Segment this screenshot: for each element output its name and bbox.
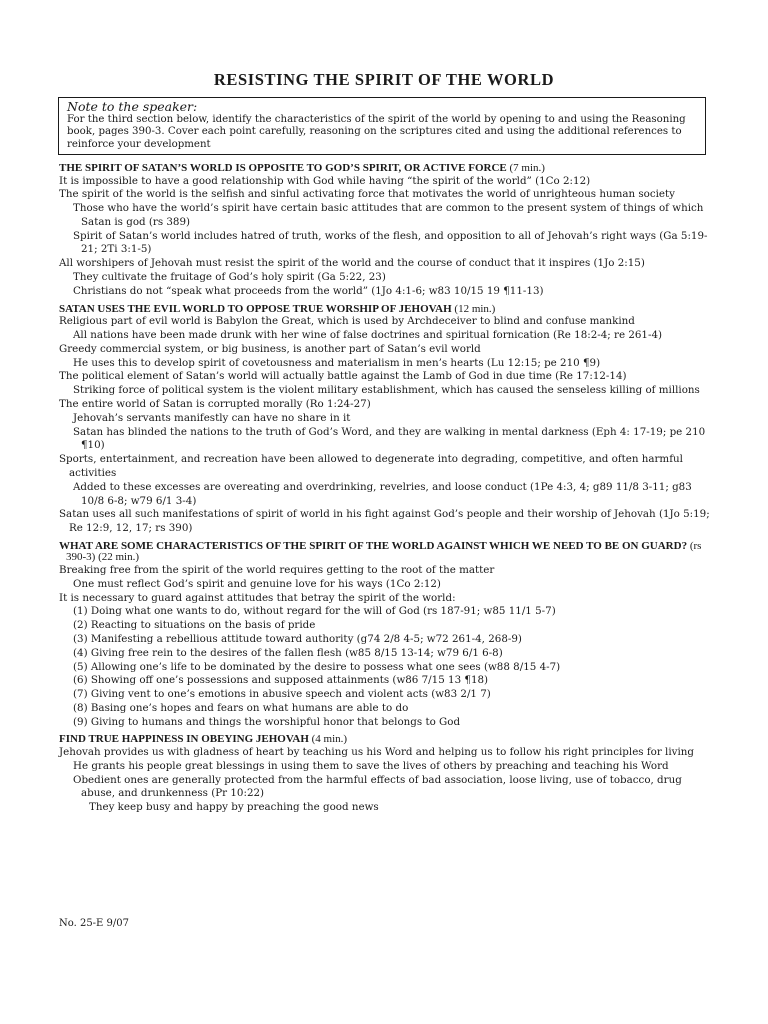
section-time: (7 min.)	[509, 162, 545, 174]
outline-content	[59, 163, 710, 815]
outline-point: Jehovah’s servants manifestly can have no share in it	[73, 411, 351, 424]
outline-point: One must reflect God’s spirit and genuine love for his ways (1Co 2:12)	[73, 577, 441, 590]
outline-point: Those who have the world’s spirit have certain basic attitudes that are common to the present system of things of which Satan is god (rs 389)	[73, 202, 704, 228]
outline-point: It is necessary to guard against attitudes that betray the spirit of the world:	[59, 591, 456, 604]
outline-point: Jehovah provides us with gladness of heart by teaching us his Word and helping us to follow his right principles for living	[59, 745, 694, 758]
section-heading	[59, 163, 710, 175]
numbered-point: (8) Basing one’s hopes and fears on what humans are able to do	[73, 701, 409, 714]
numbered-point: (3) Manifesting a rebellious attitude toward authority (g74 2/8 4-5; w72 261-4, 268-9)	[73, 632, 522, 645]
outline-point: They cultivate the fruitage of God’s holy spirit (Ga 5:22, 23)	[73, 271, 386, 284]
numbered-point: (5) Allowing one’s life to be dominated by the desire to possess what one sees (w88 8/15 4-7)	[73, 660, 561, 673]
section-heading-text: FIND TRUE HAPPINESS IN OBEYING JEHOVAH	[59, 733, 309, 746]
outline-point: Added to these excesses are overeating and overdrinking, revelries, and loose conduct (1Pe 4:3, 4; g89 11/8 3-11; g83 10/8 6-8; w79 6/1 3-4)	[73, 480, 692, 507]
outline-point: Religious part of evil world is Babylon the Great, which is used by Archdeceiver to blind and confuse mankind	[59, 315, 635, 328]
section-time: (rs 390-3) (22 min.)	[66, 539, 702, 564]
outline-point: The political element of Satan’s world will actually battle against the Lamb of God in due time (Re 17:12-14)	[59, 370, 627, 383]
section-heading-text: THE SPIRIT OF SATAN’S WORLD IS OPPOSITE TO GOD’S SPIRIT, OR ACTIVE FORCE	[59, 162, 507, 174]
outline-point: Satan has blinded the nations to the truth of God’s Word, and they are walking in mental darkness (Eph 4: 17-19; pe 210 ¶10)	[73, 425, 706, 452]
outline-point: Christians do not “speak what proceeds from the world” (1Jo 4:1-6; w83 10/15 19 ¶11-13)	[73, 284, 544, 297]
outline-point: Greedy commercial system, or big business, is another part of Satan’s evil world	[59, 342, 481, 355]
outline-point: Obedient ones are generally protected from the harmful effects of bad association, loose living, use of tobacco, drug abuse, and drunkenness (Pr 10:22)	[73, 773, 682, 800]
outline-point: He uses this to develop spirit of covetousness and materialism in men’s hearts (Lu 12:15; pe 210 ¶9)	[73, 356, 601, 369]
outline-point: Satan uses all such manifestations of spirit of world in his fight against God’s people and their worship of Jehovah (1Jo 5:19; Re 12:9, 12, 17; rs 390)	[59, 508, 710, 535]
section-time: (4 min.)	[311, 733, 348, 746]
outline-point: All nations have been made drunk with her wine of false doctrines and spiritual fornication (Re 18:2-4; re 261-4)	[73, 328, 663, 341]
outline-point: Breaking free from the spirit of the world requires getting to the root of the matter	[59, 563, 495, 576]
outline-point: All worshipers of Jehovah must resist the spirit of the world and the course of conduct that it inspires (1Jo 2:15)	[59, 257, 645, 270]
outline-point: The entire world of Satan is corrupted morally (Ro 1:24-27)	[59, 397, 371, 410]
numbered-point: (4) Giving free rein to the desires of the fallen flesh (w85 8/15 13-14; w79 6/1 6-8)	[73, 646, 503, 659]
numbered-point: (9) Giving to humans and things the worshipful honor that belongs to God	[73, 715, 461, 728]
numbered-point: (1) Doing what one wants to do, without regard for the will of God (rs 187-91; w85 11/1 5-7)	[73, 605, 556, 618]
form-number: No. 25-E 9/07	[59, 918, 129, 929]
speaker-note-box	[58, 97, 706, 155]
outline-point: Spirit of Satan’s world includes hatred of truth, works of the flesh, and opposition to all of Jehovah’s right ways (Ga 5:19-21; 2Ti 3:1-5)	[73, 229, 708, 256]
section-heading	[59, 541, 710, 564]
section-heading	[59, 734, 710, 746]
outline-point: Sports, entertainment, and recreation have been allowed to degenerate into degrading, competitive, and often harmful activities	[59, 453, 683, 479]
page-title: RESISTING THE SPIRIT OF THE WORLD	[213, 70, 555, 89]
outline-point: Striking force of political system is the violent military establishment, which has caused the senseless killing of millions	[73, 384, 700, 397]
numbered-point: (7) Giving vent to one’s emotions in abusive speech and violent acts (w83 2/1 7)	[73, 688, 491, 701]
outline-point: It is impossible to have a good relationship with God while having “the spirit of the world” (1Co 2:12)	[59, 174, 591, 187]
outline-point: They keep busy and happy by preaching the good news	[89, 801, 379, 814]
outline-point: He grants his people great blessings in using them to save the lives of others by preaching and teaching his Word	[73, 759, 669, 772]
section-heading-text: SATAN USES THE EVIL WORLD TO OPPOSE TRUE WORSHIP OF JEHOVAH	[59, 302, 452, 315]
numbered-point: (2) Reacting to situations on the basis of pride	[73, 619, 316, 632]
speaker-note-heading: Note to the speaker:	[67, 99, 198, 114]
section-heading	[59, 304, 710, 316]
section-heading-text: WHAT ARE SOME CHARACTERISTICS OF THE SPIRIT OF THE WORLD AGAINST WHICH WE NEED TO BE ON GUARD?	[59, 539, 688, 552]
section-time: (12 min.)	[454, 302, 496, 315]
numbered-point: (6) Showing off one’s possessions and supposed attainments (w86 7/15 13 ¶18)	[73, 674, 489, 687]
outline-point: The spirit of the world is the selfish and sinful activating force that motivates the world of unrighteous human society	[59, 188, 675, 201]
speaker-note-body: For the third section below, identify the characteristics of the spirit of the world by opening to and using the Reasoning book, pages 390-3. Cover each point carefully, reasoning on the scriptures cited and using the additional references to reinforce your development	[67, 114, 686, 150]
